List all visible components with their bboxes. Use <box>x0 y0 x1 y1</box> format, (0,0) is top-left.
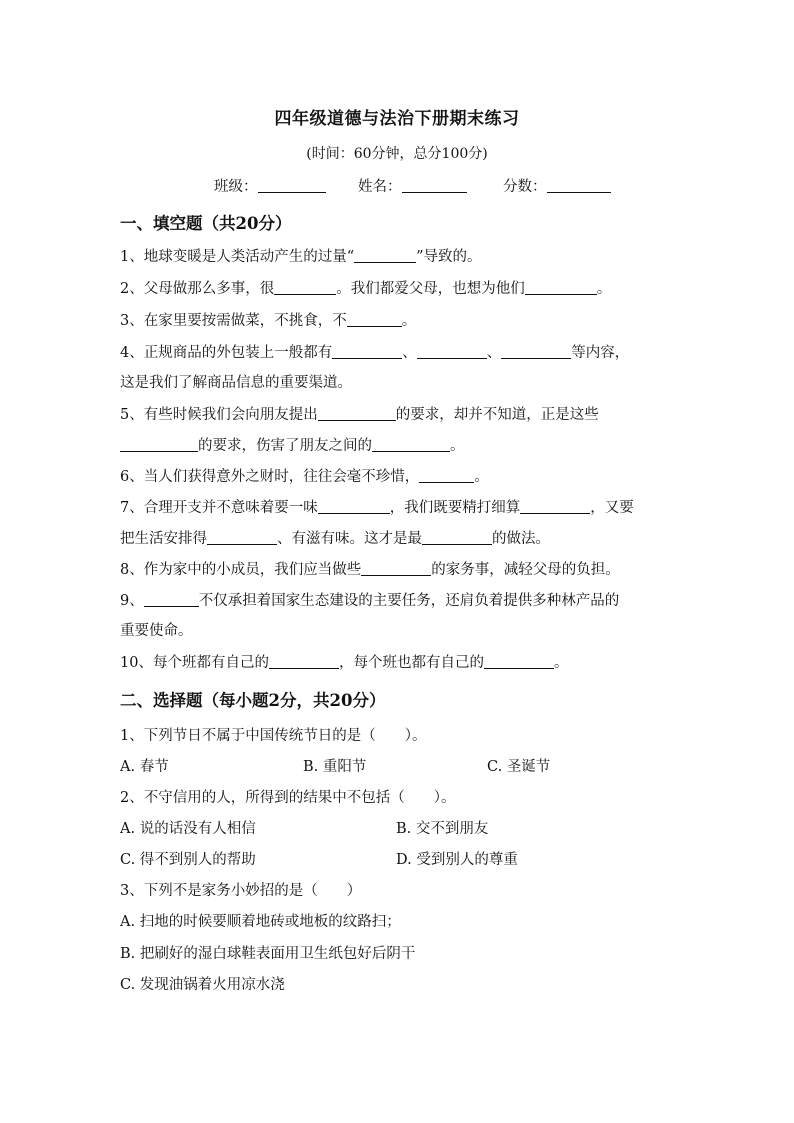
section-fill-in-heading: 一、填空题（共20分） <box>120 214 292 233</box>
choice-2-option-b[interactable]: B. 交不到朋友 <box>396 821 489 837</box>
answer-blank[interactable] <box>422 528 492 545</box>
answer-blank[interactable] <box>501 342 571 359</box>
choice-question-1: 1、下列节日不属于中国传统节日的是（ ）。 <box>120 728 427 744</box>
score-field <box>503 175 611 196</box>
choice-1-option-b[interactable]: B. 重阳节 <box>303 759 367 775</box>
answer-blank[interactable] <box>144 590 199 607</box>
choice-3-option-c[interactable]: C. 发现油锅着火用凉水浇 <box>120 977 285 993</box>
page-title: 四年级道德与法治下册期末练习 <box>274 109 520 129</box>
fill-question-6: 6、当人们获得意外之财时，往往会毫不珍惜， 。 <box>120 466 489 487</box>
class-blank[interactable] <box>258 176 326 193</box>
fill-question-4-cont: 这是我们了解商品信息的重要渠道。 <box>120 375 352 391</box>
fill-question-1: 1、地球变暖是人类活动产生的过量“ ”导致的。 <box>120 246 482 267</box>
answer-blank[interactable] <box>354 246 416 263</box>
answer-blank[interactable] <box>207 528 277 545</box>
choice-3-option-a[interactable]: A. 扫地的时候要顺着地砖或地板的纹路扫； <box>120 914 401 930</box>
exam-time-info: (时间：60分钟，总分100分) <box>306 146 488 162</box>
name-label: 姓名： <box>358 179 402 195</box>
answer-blank[interactable] <box>318 404 396 421</box>
choice-1-option-c[interactable]: C. 圣诞节 <box>487 759 551 775</box>
name-blank[interactable] <box>402 176 467 193</box>
choice-3-option-b[interactable]: B. 把刷好的湿白球鞋表面用卫生纸包好后阴干 <box>120 946 416 962</box>
answer-blank[interactable] <box>274 278 336 295</box>
answer-blank[interactable] <box>372 435 450 452</box>
fill-question-5: 5、有些时候我们会向朋友提出 的要求，却并不知道，正是这些 <box>120 404 599 425</box>
answer-blank[interactable] <box>120 435 198 452</box>
fill-question-8: 8、作为家中的小成员，我们应当做些 的家务事，减轻父母的负担。 <box>120 559 620 580</box>
choice-1-option-a[interactable]: A. 春节 <box>120 759 169 775</box>
class-field <box>214 175 326 196</box>
answer-blank[interactable] <box>361 559 431 576</box>
name-field <box>358 175 467 196</box>
fill-question-9: 9、 不仅承担着国家生态建设的主要任务，还肩负着提供多种林产品的 <box>120 590 619 611</box>
choice-2-option-a[interactable]: A. 说的话没有人相信 <box>120 821 256 837</box>
score-label: 分数： <box>503 179 547 195</box>
answer-blank[interactable] <box>332 342 402 359</box>
choice-2-option-c[interactable]: C. 得不到别人的帮助 <box>120 852 256 868</box>
answer-blank[interactable] <box>417 342 487 359</box>
answer-blank[interactable] <box>484 652 554 669</box>
fill-question-4: 4、正规商品的外包装上一般都有 、 、 等内容， <box>120 342 629 363</box>
answer-blank[interactable] <box>525 278 597 295</box>
choice-question-2: 2、不守信用的人，所得到的结果中不包括（ ）。 <box>120 790 456 806</box>
fill-question-5-cont: 的要求，伤害了朋友之间的 。 <box>120 435 465 456</box>
fill-question-7-cont: 把生活安排得 、有滋有味。这才是最 的做法。 <box>120 528 550 549</box>
section-choice-heading: 二、选择题（每小题2分，共20分） <box>120 691 386 710</box>
score-blank[interactable] <box>547 176 611 193</box>
answer-blank[interactable] <box>269 652 339 669</box>
fill-question-3: 3、在家里要按需做菜，不挑食，不 。 <box>120 310 416 331</box>
class-label: 班级： <box>214 179 258 195</box>
answer-blank[interactable] <box>520 497 590 514</box>
fill-question-7: 7、合理开支并不意味着要一味 ，我们既要精打细算 ，又要 <box>120 497 634 518</box>
answer-blank[interactable] <box>347 310 402 327</box>
answer-blank[interactable] <box>318 497 390 514</box>
choice-2-option-d[interactable]: D. 受到别人的尊重 <box>396 852 518 868</box>
choice-question-3: 3、下列不是家务小妙招的是（ ） <box>120 883 362 899</box>
fill-question-10: 10、每个班都有自己的 ，每个班也都有自己的 。 <box>120 652 568 673</box>
fill-question-9-cont: 重要使命。 <box>120 623 193 639</box>
answer-blank[interactable] <box>419 466 474 483</box>
fill-question-2: 2、父母做那么多事，很 。我们都爱父母，也想为他们 。 <box>120 278 611 299</box>
